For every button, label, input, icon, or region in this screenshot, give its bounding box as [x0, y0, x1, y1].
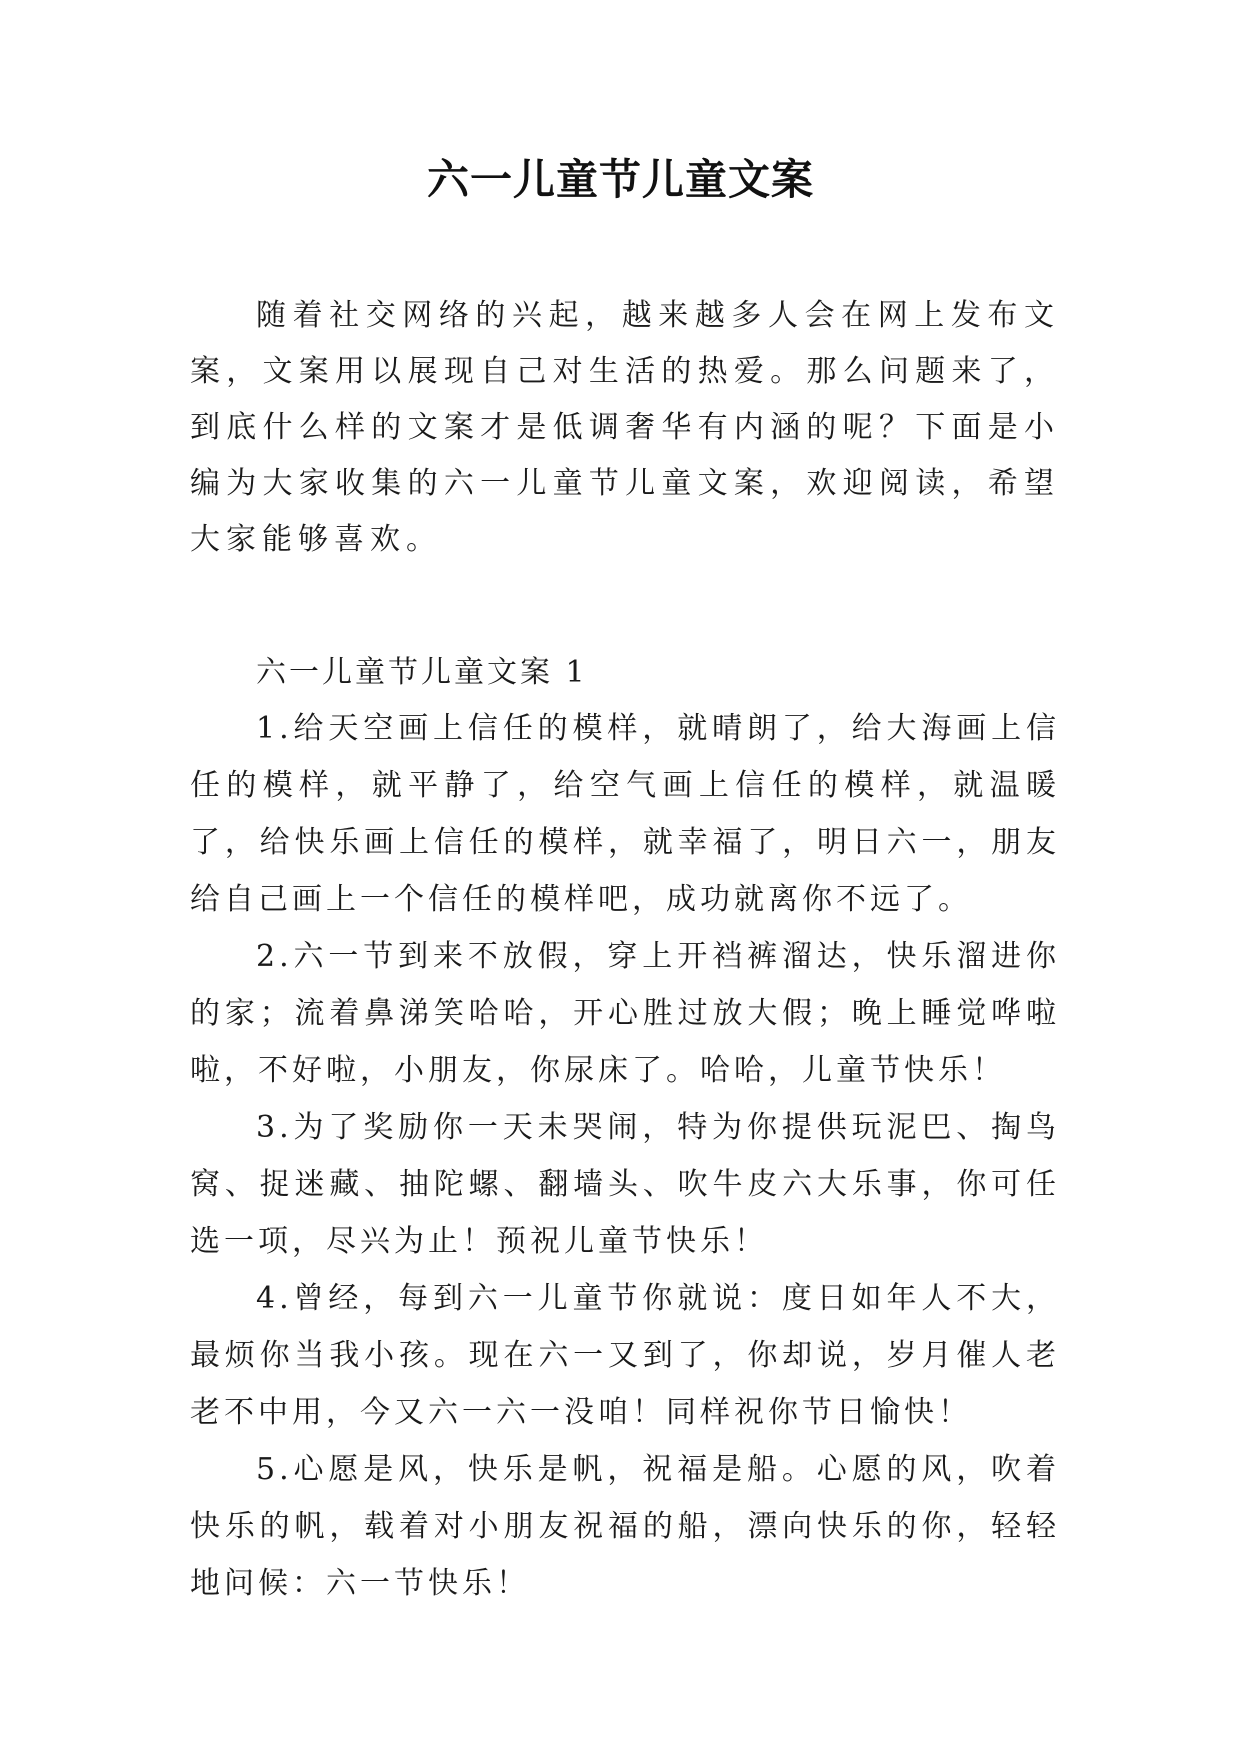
list-item: 1.给天空画上信任的模样，就晴朗了，给大海画上信任的模样，就平静了，给空气画上信任的模样，就温暖了，给快乐画上信任的模样，就幸福了，明日六一，朋友给自己画上一个信任的模样吧，成功就离你不远了。 [190, 711, 1060, 917]
section-heading: 六一儿童节儿童文案 1 [256, 655, 588, 690]
document-title: 六一儿童节儿童文案 [426, 155, 814, 204]
intro-paragraph: 随着社交网络的兴起，越来越多人会在网上发布文案，文案用以展现自己对生活的热爱。那么问题来了，到底什么样的文案才是低调奢华有内涵的呢？下面是小编为大家收集的六一儿童节儿童文案，欢迎阅读，希望大家能够喜欢。 [190, 298, 1060, 557]
document-body [190, 288, 1060, 1612]
list-item: 2.六一节到来不放假，穿上开裆裤溜达，快乐溜进你的家；流着鼻涕笑哈哈，开心胜过放大假；晚上睡觉哗啦啦，不好啦，小朋友，你尿床了。哈哈，儿童节快乐！ [190, 939, 1060, 1088]
list-item: 4.曾经，每到六一儿童节你就说：度日如年人不大，最烦你当我小孩。现在六一又到了，你却说，岁月催人老老不中用，今又六一六一没咱！同样祝你节日愉快！ [190, 1281, 1060, 1430]
list-item: 5.心愿是风，快乐是帆，祝福是船。心愿的风，吹着快乐的帆，载着对小朋友祝福的船，漂向快乐的你，轻轻地问候：六一节快乐！ [190, 1452, 1060, 1601]
list-item: 3.为了奖励你一天未哭闹，特为你提供玩泥巴、掏鸟窝、捉迷藏、抽陀螺、翻墙头、吹牛皮六大乐事，你可任选一项，尽兴为止！预祝儿童节快乐！ [190, 1110, 1060, 1259]
